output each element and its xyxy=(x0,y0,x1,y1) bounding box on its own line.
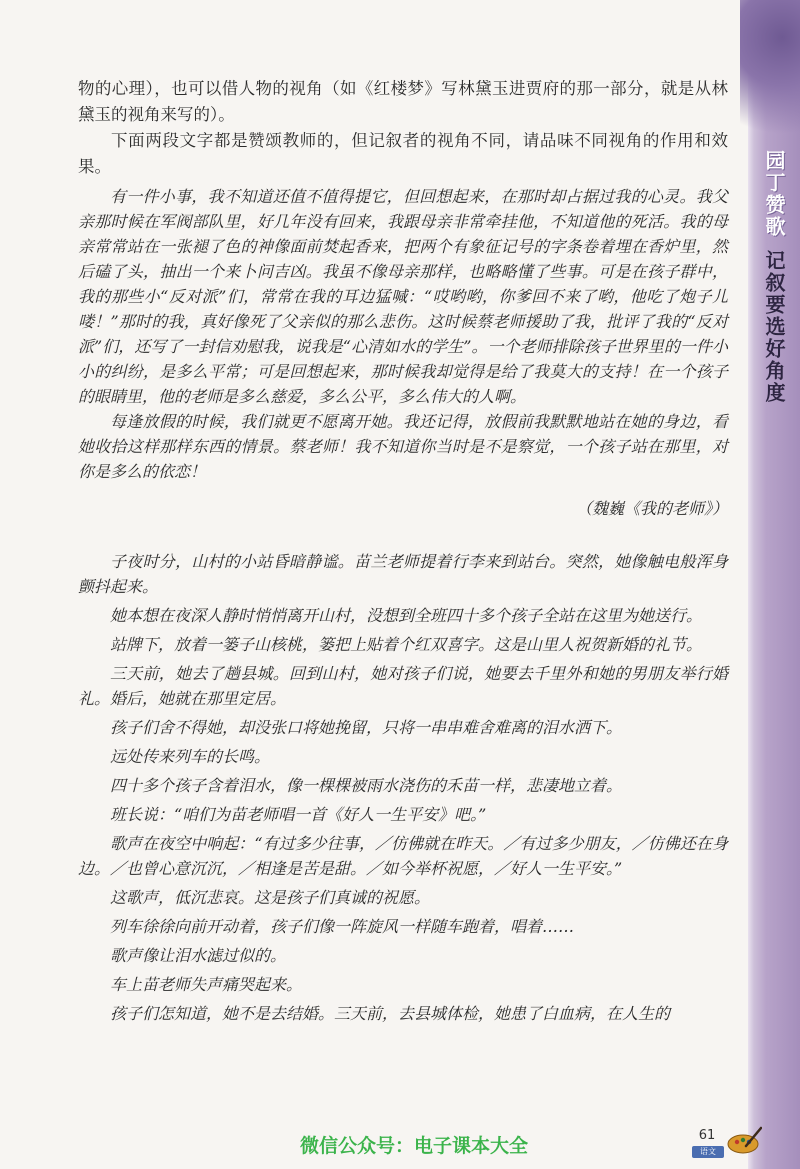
excerpt1-paragraph: 每逢放假的时候，我们就更不愿离开她。我还记得，放假前我默默地站在她的身边，看她收拾这样那样东西的情景。蔡老师！我不知道你当时是不是察觉，一个孩子站在那里，对你是多么的依恋！ xyxy=(78,412,728,481)
excerpt2-paragraph: 三天前，她去了趟县城。回到山村，她对孩子们说，她要去千里外和她的男朋友举行婚礼。婚后，她就在那里定居。 xyxy=(78,664,728,708)
unit-title: 园丁赞歌 xyxy=(762,150,786,238)
intro-section xyxy=(78,76,728,180)
excerpt2-paragraph: 四十多个孩子含着泪水，像一棵棵被雨水浇伤的禾苗一样，悲凄地立着。 xyxy=(110,776,623,795)
excerpt2-paragraph: 她本想在夜深人静时悄悄离开山村，没想到全班四十多个孩子全站在这里为她送行。 xyxy=(110,606,703,625)
excerpt1-paragraph: 有一件小事，我不知道还值不值得提它，但回想起来，在那时却占据过我的心灵。我父亲那时候在军阀部队里，好几年没有回来，我跟母亲非常牵挂他，不知道他的死活。我的母亲常常站在一张褪了色的神像面前焚起香来，把两个有象征记号的字条卷着埋在香炉里，然后磕了头，抽出一个来卜问吉凶。我虽不像母亲那样，也略略懂了些事。可是在孩子群中，我的那些小“反对派”们，常常在我的耳边猛喊：“哎哟哟，你爹回不来了哟，他吃了炮子儿喽！”那时的我，真好像死了父亲似的那么悲伤。这时候蔡老师援助了我，批评了我的“反对派”们，还写了一封信劝慰我，说我是“心清如水的学生”。一个老师排除孩子世界里的一件小小的纠纷，是多么平常；可是回想起来，那时候我却觉得是给了我莫大的支持！在一个孩子的眼睛里，他的老师是多么慈爱，多么公平，多么伟大的人啊。 xyxy=(78,187,728,406)
excerpt2-paragraph: 歌声在夜空中响起：“有过多少往事，／仿佛就在昨天。／有过多少朋友，／仿佛还在身边。／也曾心意沉沉，／相逢是苦是甜。／如今举杯祝愿，／好人一生平安。” xyxy=(78,834,728,878)
subject-tab xyxy=(692,1146,724,1158)
main-text xyxy=(78,76,728,1030)
excerpt2-paragraph: 远处传来列车的长鸣。 xyxy=(110,747,271,766)
excerpt-my-teacher xyxy=(78,184,728,521)
excerpt2-paragraph: 班长说：“咱们为苗老师唱一首《好人一生平安》吧。” xyxy=(110,805,487,824)
excerpt2-paragraph: 站牌下，放着一篓子山核桃，篓把上贴着个红双喜字。这是山里人祝贺新婚的礼节。 xyxy=(110,635,703,654)
excerpt2-paragraph: 车上苗老师失声痛哭起来。 xyxy=(110,975,303,994)
wechat-watermark: 微信公众号：电子课本大全 xyxy=(300,1135,529,1157)
excerpt1-citation: （魏巍《我的老师》） xyxy=(575,499,728,518)
intro-paragraph-1: 物的心理），也可以借人物的视角（如《红楼梦》写林黛玉进贾府的那一部分，就是从林黛玉的视角来写的）。 xyxy=(78,79,728,124)
palette-brush-icon xyxy=(726,1126,762,1156)
section-side-title xyxy=(756,150,792,404)
excerpt2-paragraph: 孩子们舍不得她，却没张口将她挽留，只将一串串难舍难离的泪水洒下。 xyxy=(110,718,623,737)
excerpt2-paragraph: 孩子们怎知道，她不是去结婚。三天前，去县城体检，她患了白血病，在人生的 xyxy=(110,1004,671,1023)
section-subtitle: 记叙要选好角度 xyxy=(762,250,786,404)
side-band-decoration xyxy=(740,0,800,150)
excerpt2-paragraph: 歌声像让泪水滤过似的。 xyxy=(110,946,287,965)
excerpt2-paragraph: 子夜时分，山村的小站昏暗静谧。苗兰老师提着行李来到站台。突然，她像触电般浑身颤抖起来。 xyxy=(78,552,728,596)
excerpt2-paragraph: 这歌声，低沉悲哀。这是孩子们真诚的祝愿。 xyxy=(110,888,431,907)
subject-tab-label: 语文 xyxy=(700,1147,716,1156)
intro-paragraph-2: 下面两段文字都是赞颂教师的，但记叙者的视角不同，请品味不同视角的作用和效果。 xyxy=(78,131,728,176)
page-number: 61 xyxy=(698,1128,716,1143)
side-title-separator xyxy=(756,238,792,250)
excerpt2-paragraph: 列车徐徐向前开动着，孩子们像一阵旋风一样随车跑着，唱着…… xyxy=(110,917,575,936)
excerpt-miao-teacher xyxy=(78,549,728,1026)
